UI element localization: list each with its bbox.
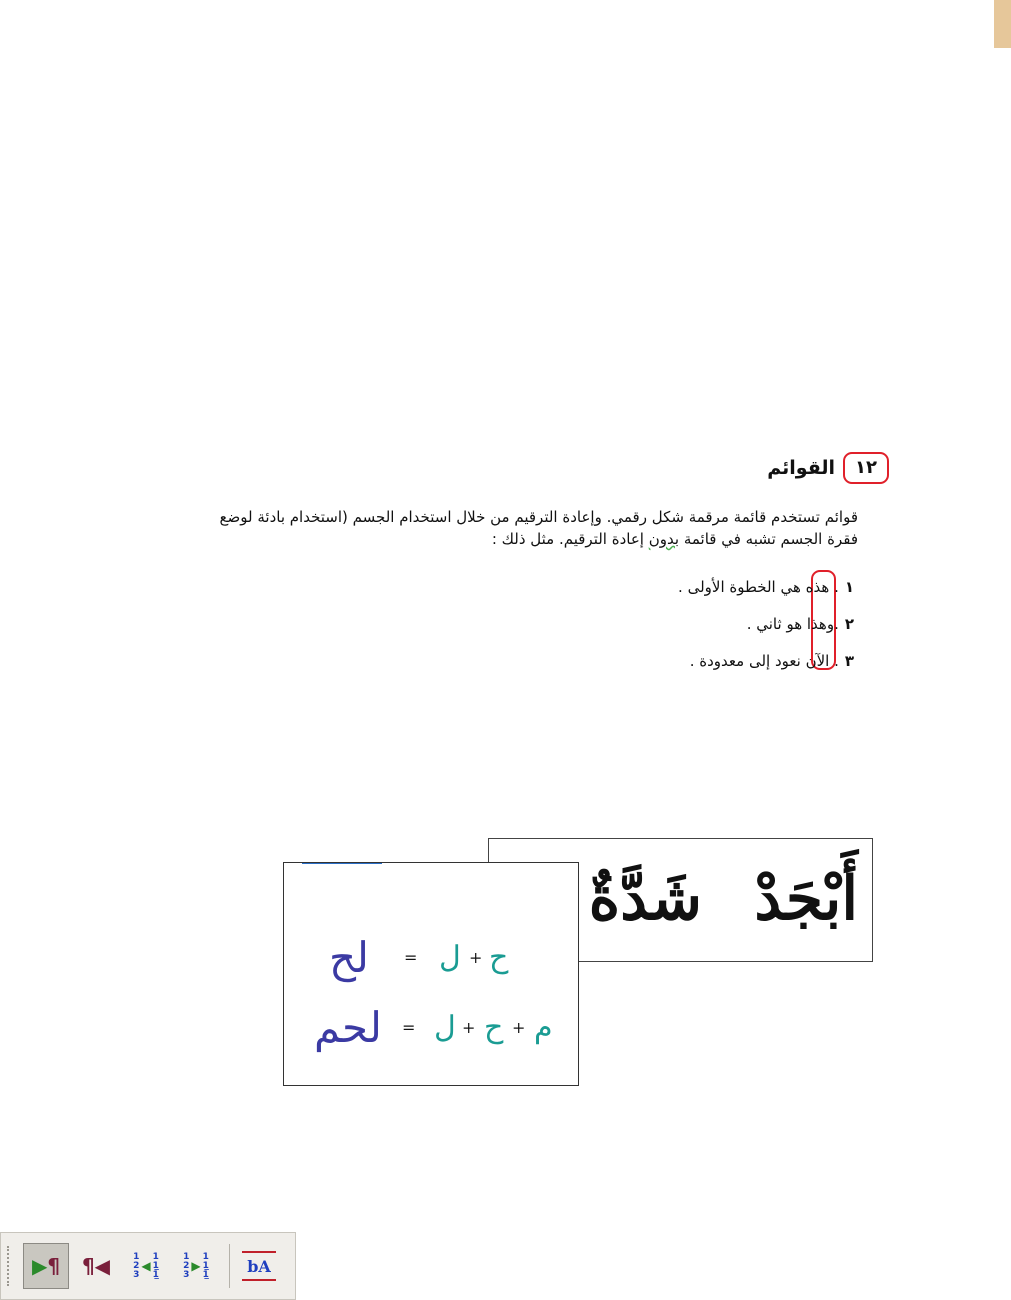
ltr-numbering-button[interactable] bbox=[173, 1243, 219, 1289]
page-corner-tab bbox=[994, 0, 1011, 48]
letter: ح bbox=[489, 940, 509, 975]
list-text: . الآن نعود إلى معدودة . bbox=[689, 652, 839, 670]
section-number: ١٢ bbox=[843, 452, 889, 484]
list-text: . هذه هي الخطوة الأولى . bbox=[678, 578, 839, 596]
list-number: ١ bbox=[844, 578, 854, 596]
plus-sign: + bbox=[469, 948, 483, 967]
paragraph-line-2-c: إعادة الترقيم. مثل ذلك : bbox=[491, 530, 649, 548]
body-paragraph bbox=[68, 506, 858, 550]
word-shadda: شَدَّةٌ bbox=[588, 864, 702, 934]
change-case-icon: bA bbox=[242, 1251, 276, 1281]
card-top-rule bbox=[302, 863, 382, 864]
joined-result: لح bbox=[329, 933, 369, 982]
paragraph-line-2 bbox=[68, 528, 858, 550]
rtl-numbering-button[interactable] bbox=[123, 1243, 169, 1289]
ltr-numbering-icon: 1 2 3 ▶ 1 1̲ 1̲ bbox=[183, 1251, 209, 1280]
list-number: ٢ bbox=[844, 615, 854, 633]
rtl-numbering-icon: 1 2 3 ◀ 1 1̲ 1̲ bbox=[133, 1251, 159, 1280]
paragraph-line-1: قوائم تستخدم قائمة مرقمة شكل رقمي. وإعادة الترقيم من خلال استخدام الجسم (استخدام بادئة لوضع bbox=[219, 508, 858, 526]
section-heading bbox=[767, 452, 889, 484]
list-item bbox=[678, 578, 854, 596]
paragraph-line-2-a: فقرة الجسم تشبه في قائمة bbox=[679, 530, 858, 548]
list-item bbox=[747, 615, 854, 633]
ltr-paragraph-button[interactable] bbox=[23, 1243, 69, 1289]
letter: م bbox=[534, 1010, 553, 1045]
list-number: ٣ bbox=[844, 652, 854, 670]
joining-equation-1 bbox=[284, 933, 578, 982]
letter: ح bbox=[484, 1010, 504, 1045]
change-case-button[interactable] bbox=[236, 1243, 282, 1289]
rtl-paragraph-button[interactable] bbox=[73, 1243, 119, 1289]
equals-sign: = bbox=[402, 1018, 416, 1037]
joining-equation-2 bbox=[284, 1003, 578, 1052]
joined-result: لحم bbox=[314, 1003, 382, 1052]
list-text: .وهذا هو ثاني . bbox=[746, 615, 839, 633]
plus-sign: + bbox=[462, 1018, 476, 1037]
rtl-paragraph-icon: ¶◀ bbox=[81, 1254, 111, 1278]
bidi-toolbar bbox=[0, 1232, 296, 1300]
letter-joining-card bbox=[283, 862, 579, 1086]
toolbar-grip[interactable] bbox=[7, 1246, 13, 1286]
plus-sign: + bbox=[512, 1018, 526, 1037]
letter: ل bbox=[434, 1010, 456, 1045]
letter: ل bbox=[439, 940, 461, 975]
section-title: القوائم bbox=[767, 457, 836, 479]
word-abjad: أَبْجَدْ bbox=[754, 864, 858, 934]
toolbar-separator bbox=[229, 1244, 230, 1288]
spellcheck-word[interactable]: بدون bbox=[648, 530, 680, 548]
equals-sign: = bbox=[404, 948, 418, 967]
list-item bbox=[690, 652, 854, 670]
ltr-paragraph-icon: ▶¶ bbox=[31, 1254, 61, 1278]
